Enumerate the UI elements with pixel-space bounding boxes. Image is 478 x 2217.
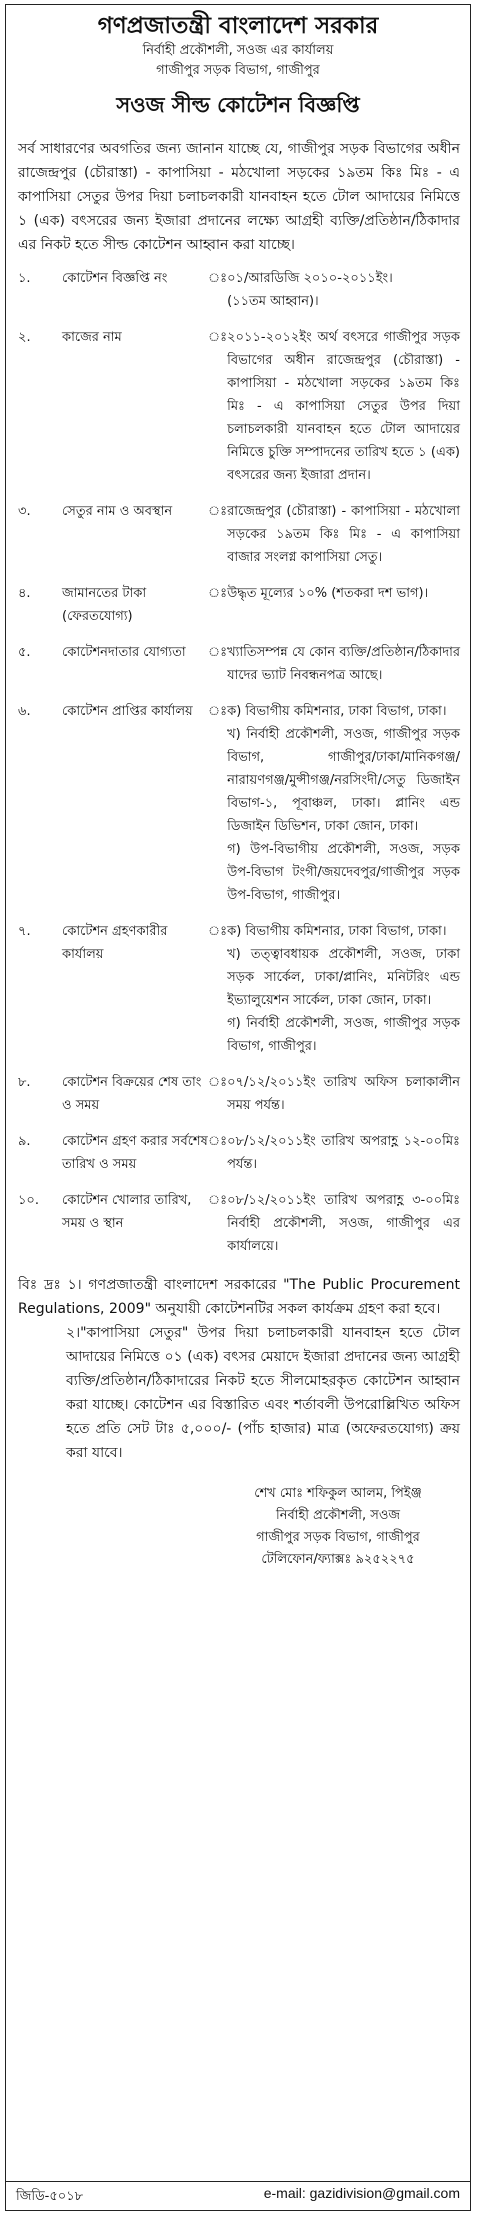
item-row [12, 1130, 466, 1189]
item-label: কোটেশন বিক্রয়ের শেষ তাং ও সময় [62, 1075, 202, 1113]
notes-section [18, 1273, 460, 1465]
item-colon: ঃ [208, 271, 228, 286]
item-colon: ঃ [208, 504, 228, 519]
item-colon: ঃ [208, 586, 228, 601]
item-row [12, 1189, 466, 1271]
notice-items-table [12, 267, 466, 1271]
item-label: কোটেশন প্রাপ্তির কার্যালয় [62, 704, 193, 719]
note-2-text: ২।"কাপাসিয়া সেতুর" উপর দিয়া চলাচলকারী যানবাহন হতে টোল আদায়ের নিমিত্তে ০১ (এক) বৎসর মেয়াদে ইজারা প্রদানের জন্য আগ্রহী ব্যক্তি/প্রতিষ্ঠান/ঠিকাদারের নিকট হতে সীলমোহরকৃত কোটেশন আহ্বান করা যাচ্ছে। কোটেশন এর বিস্তারিত এবং শর্তাবলী উপরোল্লিখিত অফিস হতে প্রতি সেট টাঃ ৫,০০০/- (পাঁচ হাজার) মাত্র (অফেরতযোগ্য) ক্রয় করা যাবে। [66, 1325, 460, 1461]
item-label: কোটেশন বিজ্ঞপ্তি নং [62, 271, 168, 286]
item-value-line: রাজেন্দ্রপুর (চৌরাস্তা) - কাপাসিয়া - মঠখোলা সড়কের ১৯তম কিঃ মিঃ - এ কাপাসিয়া বাজার সংলগ্ন কাপাসিয়া সেতু। [227, 504, 460, 565]
item-row [12, 267, 466, 326]
advert-code: জিডি-৫০১৮ [16, 2189, 84, 2204]
item-colon: ঃ [208, 645, 228, 660]
item-row [12, 920, 466, 1071]
intro-paragraph: সর্ব সাধারণের অবগতির জন্য জানান যাচ্ছে যে, গাজীপুর সড়ক বিভাগের অধীন রাজেন্দ্রপুর (চৌরাস্তা) - কাপাসিয়া - মঠখোলা সড়কের ১৯তম কিঃ মিঃ - এ কাপাসিয়া সেতুর উপর দিয়া চলাচলকারী যানবাহন হতে টোল আদায়ের নিমিত্তে ১ (এক) বৎসরের জন্য ইজারা প্রদানের লক্ষ্যে আগ্রহী ব্যক্তি/প্রতিষ্ঠান/ঠিকাদার এর নিকট হতে সীল্ড কোটেশন আহ্বান করা যাচ্ছে। [18, 141, 460, 253]
item-row [12, 500, 466, 582]
item-number: ৪. [18, 586, 31, 601]
item-value [227, 326, 466, 500]
note-1-text: ১। গণপ্রজাতন্ত্রী বাংলাদেশ সরকারের "The Public Procurement Regulations, 2009" অনুযায়ী কোটেশনটির সকল কার্যক্রম গ্রহণ করা হবে। [18, 1277, 461, 1317]
item-value-line: গ) উপ-বিভাগীয় প্রকৌশলী, সওজ, সড়ক উপ-বিভাগ টংগী/জয়দেবপুর/গাজীপুর সড়ক উপ-বিভাগ, গাজীপুর। [227, 842, 460, 903]
item-value [227, 1071, 466, 1130]
item-value-line: খ) তত্ত্বাবধায়ক প্রকৌশলী, সওজ, ঢাকা সড়ক সার্কেল, ঢাকা/প্লানিং, মনিটরিং এন্ড ইভ্যালুয়েশন সার্কেল, ঢাকা জোন, ঢাকা। [227, 947, 460, 1008]
item-value-line: উদ্ধৃত মূল্যের ১০% (শতকরা দশ ভাগ)। [227, 586, 429, 601]
item-value [227, 582, 466, 641]
item-colon: ঃ [208, 1134, 228, 1149]
office-name: নির্বাহী প্রকৌশলী, সওজ এর কার্যালয় [142, 43, 334, 58]
item-row [12, 641, 466, 700]
item-value [227, 1130, 466, 1189]
item-value [227, 500, 466, 582]
item-value-line: ০৮/১২/২০১১ইং তারিখ অপরাহ্ণ ৩-০০মিঃ নির্বাহী প্রকৌশলী, সওজ, গাজীপুর এর কার্যালয়ে। [227, 1193, 460, 1254]
item-colon: ঃ [208, 704, 228, 719]
item-label: কোটেশন গ্রহণকারীর কার্যালয় [62, 924, 168, 962]
item-value [227, 920, 466, 1071]
item-colon: ঃ [208, 1193, 228, 1208]
footer [6, 2181, 470, 2210]
item-number: ৭. [18, 924, 31, 939]
signatory-title: নির্বাহী প্রকৌশলী, সওজ [275, 1508, 401, 1523]
item-number: ৯. [18, 1134, 31, 1149]
item-row [12, 582, 466, 641]
item-label: সেতুর নাম ও অবস্থান [62, 504, 173, 519]
item-number: ৮. [18, 1075, 31, 1090]
item-row [12, 1071, 466, 1130]
item-value-line: (১১তম আহ্বান)। [227, 294, 319, 309]
government-title: গণপ্রজাতন্ত্রী বাংলাদেশ সরকার [97, 13, 379, 39]
note-1 [18, 1273, 460, 1321]
item-number: ১. [18, 271, 31, 286]
item-colon: ঃ [208, 330, 228, 345]
notice-title: সওজ সীল্ড কোটেশন বিজ্ঞপ্তি [116, 93, 360, 117]
item-row [12, 700, 466, 920]
email-link[interactable]: e-mail: gazidivision@gmail.com [263, 2185, 460, 2201]
item-value-line: খ) নির্বাহী প্রকৌশলী, সওজ, গাজীপুর সড়ক বিভাগ, গাজীপুর/ঢাকা/মানিকগঞ্জ/নারায়ণগঞ্জ/মুন্সীগঞ্জ/নরসিংদী/সেতু ডিজাইন বিভাগ-১, পূবাঞ্চল, ঢাকা। প্লানিং এন্ড ডিজাইন ডিভিশন, ঢাকা জোন, ঢাকা। [227, 727, 460, 834]
item-value-line: ০৮/১২/২০১১ইং তারিখ অপরাহ্ণ ১২-০০মিঃ পর্যন্ত। [227, 1134, 460, 1172]
signatory-office: গাজীপুর সড়ক বিভাগ, গাজীপুর [256, 1530, 420, 1545]
item-value [227, 641, 466, 700]
item-label: কোটেশন খোলার তারিখ, সময় ও স্থান [62, 1193, 192, 1231]
item-label: কাজের নাম [62, 330, 122, 345]
note-2 [18, 1321, 460, 1465]
signature-block [206, 1483, 470, 1571]
notice-sheet [5, 4, 471, 2211]
item-value-line: ০৭/১২/২০১১ইং তারিখ অফিস চলাকালীন সময় পর্যন্ত। [227, 1075, 460, 1113]
notice-header [6, 11, 470, 123]
item-row [12, 326, 466, 500]
item-value-line: ক) বিভাগীয় কমিশনার, ঢাকা বিভাগ, ঢাকা। [227, 704, 447, 719]
item-value-line: ০১/আরডিজি ২০১০-২০১১ইং। [227, 271, 393, 286]
item-value [227, 267, 466, 326]
signatory-name: শেখ মোঃ শফিকুল আলম, পিইঞ্জ [254, 1486, 422, 1501]
item-value-line: ২০১১-২০১২ইং অর্থ বৎসরে গাজীপুর সড়ক বিভাগের অধীন রাজেন্দ্রপুর (চৌরাস্তা) - কাপাসিয়া - মঠখোলা সড়কের ১৯তম কিঃ মিঃ - এ কাপাসিয়া সেতুর উপর দিয়া চলাচলকারী যানবাহন হতে টোল আদায়ের নিমিত্তে চুক্তি সম্পাদনের তারিখ হতে ১ (এক) বৎসরের জন্য ইজারা প্রদান। [227, 330, 460, 483]
item-label: কোটেশন গ্রহণ করার সর্বশেষ তারিখ ও সময় [62, 1134, 208, 1172]
item-value-line: গ) নির্বাহী প্রকৌশলী, সওজ, গাজীপুর সড়ক বিভাগ, গাজীপুর। [227, 1016, 460, 1054]
item-value [227, 700, 466, 920]
item-value-line: খ্যাতিসম্পন্ন যে কোন ব্যক্তি/প্রতিষ্ঠান/ঠিকাদার যাদের ভ্যাট নিবন্ধনপত্র আছে। [227, 645, 460, 683]
item-colon: ঃ [208, 1075, 228, 1090]
item-number: ৫. [18, 645, 31, 660]
item-value-line: ক) বিভাগীয় কমিশনার, ঢাকা বিভাগ, ঢাকা। [227, 924, 447, 939]
item-number: ২. [18, 330, 31, 345]
item-label: জামানতের টাকা (ফেরতযোগ্য) [62, 586, 147, 624]
item-label: কোটেশনদাতার যোগ্যতা [62, 645, 186, 660]
item-value [227, 1189, 466, 1271]
division-name: গাজীপুর সড়ক বিভাগ, গাজীপুর [156, 63, 320, 78]
item-number: ৬. [18, 704, 31, 719]
item-number: ১০. [18, 1193, 40, 1208]
item-colon: ঃ [208, 924, 228, 939]
item-number: ৩. [18, 504, 31, 519]
signatory-phone: টেলিফোন/ফ্যাক্সঃ ৯২৫২২৭৫ [261, 1552, 415, 1567]
notes-prefix: বিঃ দ্রঃ [18, 1277, 61, 1293]
